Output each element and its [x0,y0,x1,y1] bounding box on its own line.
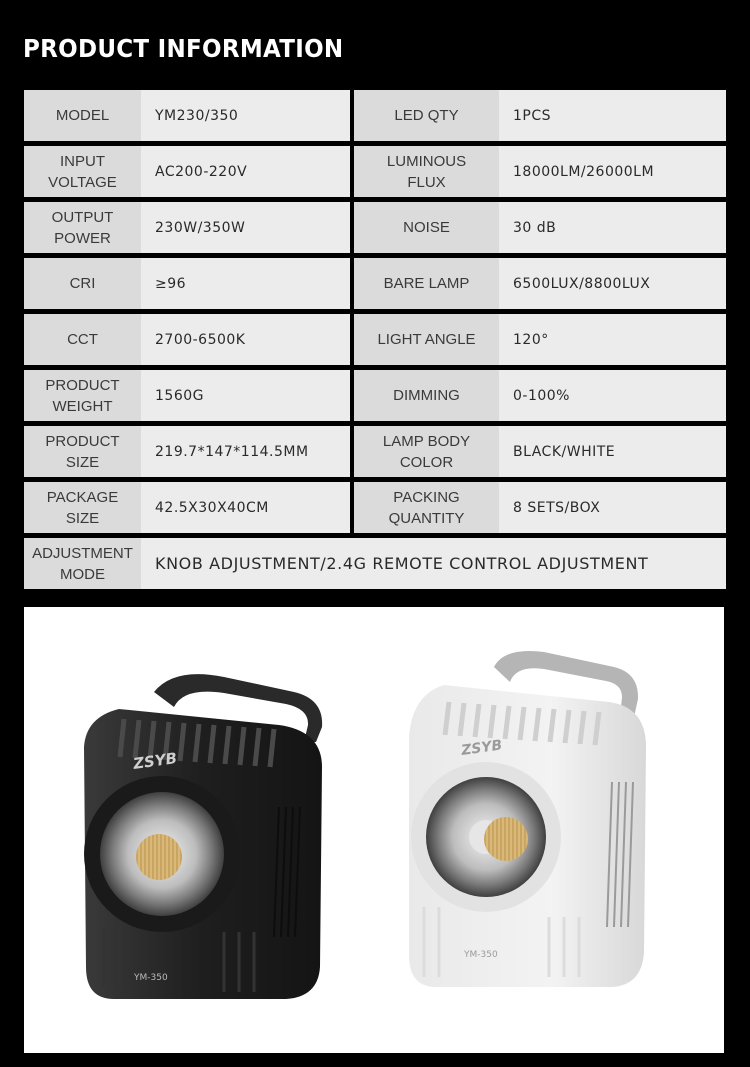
spec-value [141,202,350,253]
spec-row-adjustment [24,538,726,589]
spec-label-text: LAMP BODY COLOR [382,432,471,471]
spec-label-text: PACKING QUANTITY [388,488,465,527]
spec-row [24,202,726,253]
black-lamp [84,674,322,999]
model-mark-black: YM-350 [134,973,168,983]
spec-label-text: PACKAGE SIZE [46,488,119,527]
spec-row [24,482,726,533]
spec-label-text: CRI [69,275,96,292]
brand-mark-black: ZSYB [132,749,179,773]
spec-label [24,370,141,421]
spec-value [141,146,350,197]
spec-value-text: 42.5X30X40CM [155,499,269,516]
spec-value [141,426,350,477]
spec-label [354,202,499,253]
spec-value [141,258,350,309]
product-illustration [24,607,724,1053]
spec-label [24,538,141,589]
spec-label [24,146,141,197]
spec-value-text: 1PCS [513,107,552,124]
brand-mark-white: ZSYB [460,737,504,759]
spec-value-text: AC200-220V [155,163,248,180]
spec-label [24,258,141,309]
spec-value [499,370,726,421]
spec-row [24,426,726,477]
spec-row [24,258,726,309]
spec-label-text: LIGHT ANGLE [377,331,476,348]
spec-label [24,426,141,477]
spec-label [24,90,141,141]
spec-value [499,314,726,365]
spec-value-text: 1560G [155,387,204,404]
spec-row [24,314,726,365]
spec-label [354,90,499,141]
spec-label-text: MODEL [55,107,110,124]
spec-label-text: LED QTY [394,107,459,124]
spec-label-text: BARE LAMP [383,275,470,292]
spec-value-text: 6500LUX/8800LUX [513,275,651,292]
spec-label [354,482,499,533]
spec-value-text: BLACK/WHITE [513,443,616,460]
spec-value-text: 120° [513,331,549,348]
spec-value [499,258,726,309]
spec-value [141,90,350,141]
spec-row [24,370,726,421]
spec-value [141,370,350,421]
white-lamp [409,651,646,987]
spec-label [354,426,499,477]
spec-value [141,314,350,365]
spec-label-text: INPUT VOLTAGE [48,152,117,191]
spec-label-text: OUTPUT POWER [51,208,114,247]
spec-label-text: PRODUCT SIZE [45,432,120,471]
spec-label-text: CCT [67,331,98,348]
spec-value-text: 219.7*147*114.5MM [155,443,309,460]
spec-label [24,314,141,365]
spec-row [24,146,726,197]
product-photo [24,607,724,1053]
spec-label-text: ADJUSTMENT MODE [32,544,133,583]
spec-label-text: NOISE [403,219,450,236]
spec-value [499,202,726,253]
spec-value-text: 230W/350W [155,219,246,236]
spec-value [499,146,726,197]
spec-row [24,90,726,141]
page-title: PRODUCT INFORMATION [23,34,344,63]
spec-value-text: 8 SETS/BOX [513,499,601,516]
model-mark-white: YM-350 [464,950,498,960]
spec-label [354,146,499,197]
spec-value-text: KNOB ADJUSTMENT/2.4G REMOTE CONTROL ADJUSTMENT [155,554,649,573]
spec-value-text: 2700-6500K [155,331,246,348]
spec-table [24,90,726,594]
spec-label [354,258,499,309]
spec-value-text: YM230/350 [155,107,239,124]
spec-label [354,314,499,365]
spec-value [141,538,726,589]
spec-value [499,482,726,533]
spec-value [499,90,726,141]
spec-value-text: 30 dB [513,219,557,236]
spec-label [354,370,499,421]
spec-value-text: 0-100% [513,387,570,404]
spec-value [499,426,726,477]
spec-value-text: 18000LM/26000LM [513,163,655,180]
spec-label-text: DIMMING [393,387,460,404]
spec-value-text: ≥96 [155,275,187,292]
spec-value [141,482,350,533]
spec-label-text: PRODUCT WEIGHT [45,376,120,415]
spec-label-text: LUMINOUS FLUX [386,152,467,191]
spec-label [24,202,141,253]
spec-label [24,482,141,533]
